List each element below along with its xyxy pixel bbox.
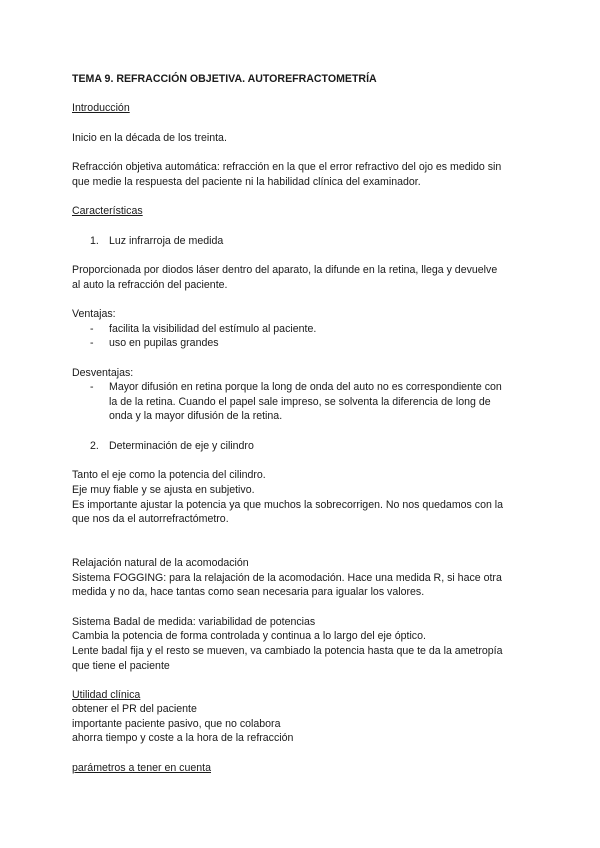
badal-line-1: Sistema Badal de medida: variabilidad de potencias [72,616,316,628]
relax-line-1: Relajación natural de la acomodación [72,557,249,569]
desventajas-item-1-line-1: Mayor difusión en retina porque la long de onda del auto no es correspondiente con [109,381,502,393]
intro-heading: Introducción [72,102,130,114]
relax-line-2: Sistema FOGGING: para la relajación de la acomodación. Hace una medida R, si hace otra [72,572,502,584]
badal-line-3: Lente badal fija y el resto se mueven, va cambiado la potencia hasta que te da la ametropía [72,645,503,657]
desventajas-item-1-line-2: la de la retina. Cuando el papel sale impreso, se solventa la diferencia de long de [109,396,491,408]
eje-line-1: Tanto el eje como la potencia del cilindro. [72,469,266,481]
parametros-heading: parámetros a tener en cuenta [72,762,211,774]
eje-line-2: Eje muy fiable y se ajusta en subjetivo. [72,484,255,496]
laser-paragraph-line-2: al auto la refracción del paciente. [72,279,228,291]
badal-line-4: que tiene el paciente [72,660,170,672]
badal-line-2: Cambia la potencia de forma controlada y continua a lo largo del eje óptico. [72,630,426,642]
laser-paragraph-line-1: Proporcionada por diodos láser dentro del aparato, la difunde en la retina, llega y devuelve [72,264,498,276]
eje-line-3: Es importante ajustar la potencia ya que muchos la sobrecorrigen. No nos quedamos con la [72,499,504,511]
bullet-dash: - [90,323,94,335]
bullet-dash: - [90,337,94,349]
desventajas-item-1-line-3: onda y la mayor difusión de la retina. [109,410,283,422]
desventajas-label: Desventajas: [72,367,134,379]
utilidad-heading: Utilidad clínica [72,689,141,701]
relax-line-3: medida y no da, hace tantas como sean necesaria para igualar los valores. [72,586,425,598]
list-item-2-number: 2. [90,440,99,452]
ventajas-label: Ventajas: [72,308,116,320]
list-item-1-label: Luz infrarroja de medida [109,235,224,247]
caracteristicas-heading: Características [72,205,143,217]
list-item-2-label: Determinación de eje y cilindro [109,440,254,452]
intro-paragraph-1: Inicio en la década de los treinta. [72,132,227,144]
list-item-1-number: 1. [90,235,99,247]
intro-paragraph-2-line-2: que medie la respuesta del paciente ni la habilidad clínica del examinador. [72,176,421,188]
utilidad-line-2: importante paciente pasivo, que no colabora [72,718,281,730]
bullet-dash: - [90,381,94,393]
utilidad-line-1: obtener el PR del paciente [72,703,197,715]
ventajas-item-2-text: uso en pupilas grandes [109,337,219,349]
eje-line-4: que nos da el autorrefractómetro. [72,513,229,525]
intro-paragraph-2-line-1: Refracción objetiva automática: refracción en la que el error refractivo del ojo es medido sin [72,161,502,173]
document-title: TEMA 9. REFRACCIÓN OBJETIVA. AUTOREFRACTOMETRÍA [72,73,377,85]
utilidad-line-3: ahorra tiempo y coste a la hora de la refracción [72,732,294,744]
ventajas-item-1-text: facilita la visibilidad del estímulo al paciente. [109,323,317,335]
